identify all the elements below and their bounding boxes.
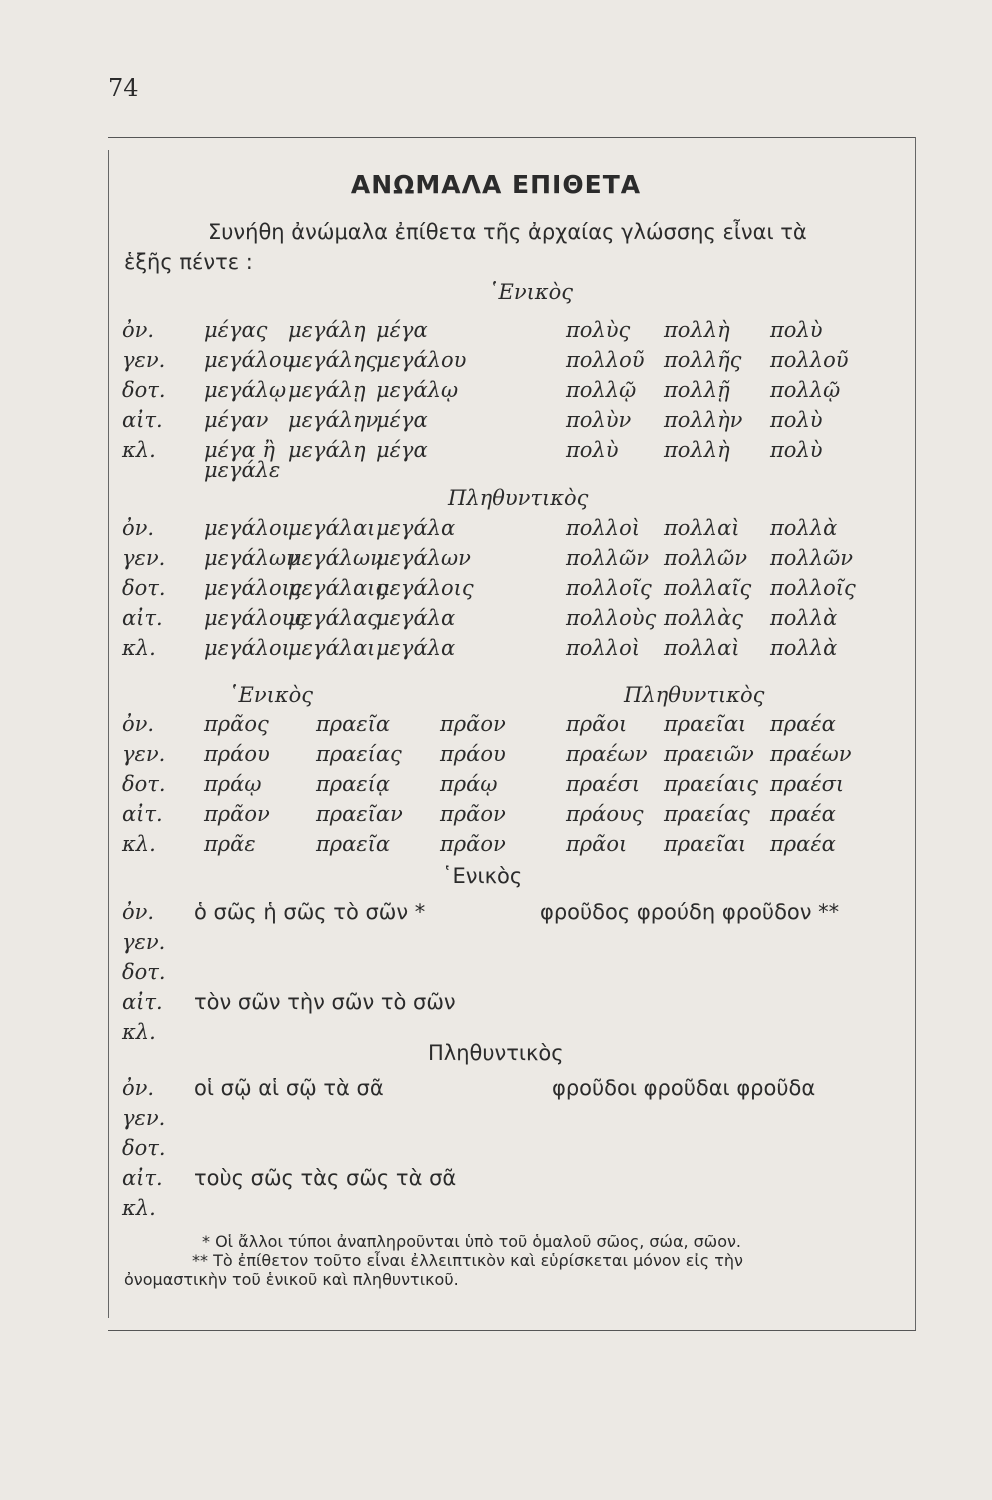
case-label: ὀν. <box>122 318 155 342</box>
case-label: αἰτ. <box>122 606 163 630</box>
intro-line-1: Συνήθη ἀνώμαλα ἐπίθετα τῆς ἀρχαίας γλώσσης εἶναι τὰ <box>208 220 807 244</box>
form-cell: πραείας <box>316 742 402 766</box>
form-cell: πολλὰς <box>664 606 744 630</box>
form-cell: πρᾶον <box>440 802 506 826</box>
form-cell: πολλὰ <box>770 516 838 540</box>
form-cell: πρᾶον <box>440 832 506 856</box>
form-cell: μεγάλῃ <box>288 378 366 402</box>
form-cell: πραέων <box>770 742 852 766</box>
form-cell: μεγάλης <box>288 348 378 372</box>
form-cell: μεγάλοι <box>204 636 290 660</box>
form-cell: πραείας <box>664 802 750 826</box>
extra-vocative: μεγάλε <box>204 458 281 482</box>
form-cell: πραέα <box>770 832 836 856</box>
form-cell: πολὺν <box>566 408 632 432</box>
case-label: αἰτ. <box>122 802 163 826</box>
case-label: γεν. <box>122 930 166 954</box>
form-cell: πολλῆς <box>664 348 742 372</box>
form-cell: πολλὴν <box>664 408 743 432</box>
intro-paragraph <box>124 217 894 277</box>
form-cell: πραέα <box>770 712 836 736</box>
form-cell: πολλῷ <box>566 378 637 402</box>
form-cell: μεγάλου <box>376 348 467 372</box>
form-cell: μεγάλων <box>204 546 299 570</box>
form-cell: πολλὰ <box>770 606 838 630</box>
form-cell: πράους <box>566 802 644 826</box>
form-cell: πρᾶοι <box>566 712 628 736</box>
form-cell: μεγάλη <box>288 438 366 462</box>
form-cell: μεγάλους <box>204 606 307 630</box>
form-cell: πραέων <box>566 742 648 766</box>
form-cell: πραεῖα <box>316 712 391 736</box>
case-label: κλ. <box>122 1196 156 1220</box>
form-cell: μέγα <box>376 438 428 462</box>
footnote-2-line-2: ὀνομαστικὴν τοῦ ἑνικοῦ καὶ πληθυντικοῦ. <box>124 1270 459 1289</box>
singular-header: ῾Ενικὸς <box>228 683 314 707</box>
form-cell: πολλοῖς <box>770 576 856 600</box>
form-cell: πρᾶον <box>440 712 506 736</box>
case-label: δοτ. <box>122 772 166 796</box>
form-cell: πράῳ <box>204 772 262 796</box>
case-label: κλ. <box>122 438 156 462</box>
form-cell: μεγάλα <box>376 606 456 630</box>
form-cell: πρᾶον <box>204 802 270 826</box>
case-label: γεν. <box>122 546 166 570</box>
form-cell: μεγάλα <box>376 516 456 540</box>
forms-left: τὸν σῶν τὴν σῶν τὸ σῶν <box>194 990 456 1014</box>
form-cell: μεγάλων <box>376 546 471 570</box>
case-label: ὀν. <box>122 900 155 924</box>
case-label: γεν. <box>122 348 166 372</box>
form-cell: πρᾶε <box>204 832 256 856</box>
form-cell: πολλὴ <box>664 438 730 462</box>
form-cell: πολλοῖς <box>566 576 652 600</box>
singular-header: ῾Ενικὸς <box>442 864 523 888</box>
singular-header: ῾Ενικὸς <box>488 280 574 304</box>
case-label: δοτ. <box>122 576 166 600</box>
form-cell: πραεῖαν <box>316 802 403 826</box>
form-cell: μεγάλην <box>288 408 379 432</box>
footnote-1: * Οἱ ἄλλοι τύποι ἀναπληροῦνται ὑπὸ τοῦ ὁμαλοῦ σῶος, σώα, σῶον. <box>202 1232 742 1251</box>
forms-right: φροῦδοι φροῦδαι φροῦδα <box>552 1076 816 1100</box>
form-cell: πολὺ <box>770 438 823 462</box>
case-label: κλ. <box>122 1020 156 1044</box>
form-cell: πολλοὶ <box>566 636 640 660</box>
form-cell: πραέσι <box>770 772 845 796</box>
case-label: δοτ. <box>122 1136 166 1160</box>
case-label: γεν. <box>122 1106 166 1130</box>
box-left-rule <box>108 150 109 1318</box>
case-label: δοτ. <box>122 378 166 402</box>
case-label: δοτ. <box>122 960 166 984</box>
form-cell: μεγάλων <box>288 546 383 570</box>
form-cell: πολλὴ <box>664 318 730 342</box>
box-bottom-rule <box>108 1330 916 1331</box>
form-cell: πραεῖαι <box>664 832 747 856</box>
form-cell: πράου <box>204 742 270 766</box>
form-cell: μέγαν <box>204 408 269 432</box>
form-cell: πολλοὶ <box>566 516 640 540</box>
intro-line-2: ἑξῆς πέντε : <box>124 250 253 274</box>
form-cell: μεγάλου <box>204 348 295 372</box>
forms-left: ὁ σῶς ἡ σῶς τὸ σῶν * <box>194 900 426 924</box>
form-cell: πολλὰ <box>770 636 838 660</box>
form-cell: μεγάλῳ <box>376 378 459 402</box>
form-cell: πολλοῦ <box>770 348 849 372</box>
case-label: ὀν. <box>122 1076 155 1100</box>
form-cell: πραέσι <box>566 772 641 796</box>
case-label: ὀν. <box>122 712 155 736</box>
case-label: αἰτ. <box>122 408 163 432</box>
form-cell: πρᾶος <box>204 712 269 736</box>
case-label: αἰτ. <box>122 1166 163 1190</box>
form-cell: μεγάλαι <box>288 636 376 660</box>
form-cell: πολὺς <box>566 318 631 342</box>
form-cell: μεγάλοις <box>376 576 474 600</box>
footnotes <box>124 1232 894 1289</box>
form-cell: πράου <box>440 742 506 766</box>
form-cell: πολλῷ <box>770 378 841 402</box>
forms-right: φροῦδος φρούδη φροῦδον ** <box>540 900 840 924</box>
form-cell: μεγάλῳ <box>204 378 287 402</box>
page-title: ΑΝΩΜΑΛΑ ΕΠΙΘΕΤΑ <box>350 170 642 199</box>
case-label: αἰτ. <box>122 990 163 1014</box>
form-cell: μεγάλα <box>376 636 456 660</box>
forms-left: τοὺς σῶς τὰς σῶς τὰ σᾶ <box>194 1166 457 1190</box>
form-cell: μέγας <box>204 318 268 342</box>
case-label: κλ. <box>122 832 156 856</box>
case-label: ὀν. <box>122 516 155 540</box>
form-cell: μεγάλη <box>288 318 366 342</box>
form-cell: πολὺ <box>770 408 823 432</box>
form-cell: μεγάλας <box>288 606 379 630</box>
form-cell: πολλῶν <box>664 546 747 570</box>
box-top-rule <box>108 137 916 138</box>
form-cell: μεγάλοις <box>204 576 302 600</box>
form-cell: πραέα <box>770 802 836 826</box>
form-cell: πράῳ <box>440 772 498 796</box>
plural-header: Πληθυντικὸς <box>624 683 765 707</box>
form-cell: μέγα <box>376 408 428 432</box>
form-cell: πολλοῦ <box>566 348 645 372</box>
box-right-rule <box>915 137 916 1330</box>
form-cell: πολὺ <box>770 318 823 342</box>
form-cell: πολλαὶ <box>664 516 740 540</box>
form-cell: μεγάλοι <box>204 516 290 540</box>
form-cell: μεγάλαι <box>288 516 376 540</box>
form-cell: μέγα ἢ <box>204 438 275 462</box>
footnote-2-line-1: ** Τὸ ἐπίθετον τοῦτο εἶναι ἐλλειπτικὸν καὶ εὑρίσκεται μόνον εἰς τὴν <box>192 1251 743 1270</box>
form-cell: πραείαις <box>664 772 759 796</box>
plural-header: Πληθυντικὸς <box>428 1041 564 1065</box>
form-cell: πολλαῖς <box>664 576 752 600</box>
form-cell: πρᾶοι <box>566 832 628 856</box>
form-cell: πολλαὶ <box>664 636 740 660</box>
plural-header: Πληθυντικὸς <box>448 486 589 510</box>
forms-left: οἱ σῷ αἱ σῷ τὰ σᾶ <box>194 1076 384 1100</box>
form-cell: πραεῖα <box>316 832 391 856</box>
form-cell: πραειῶν <box>664 742 754 766</box>
form-cell: πολλῶν <box>566 546 649 570</box>
form-cell: μέγα <box>376 318 428 342</box>
form-cell: πολλοὺς <box>566 606 657 630</box>
form-cell: μεγάλαις <box>288 576 388 600</box>
form-cell: πολλῶν <box>770 546 853 570</box>
form-cell: πολλῇ <box>664 378 730 402</box>
form-cell: πραείᾳ <box>316 772 391 796</box>
page-number: 74 <box>108 74 139 102</box>
form-cell: πραεῖαι <box>664 712 747 736</box>
case-label: κλ. <box>122 636 156 660</box>
case-label: γεν. <box>122 742 166 766</box>
form-cell: πολὺ <box>566 438 619 462</box>
